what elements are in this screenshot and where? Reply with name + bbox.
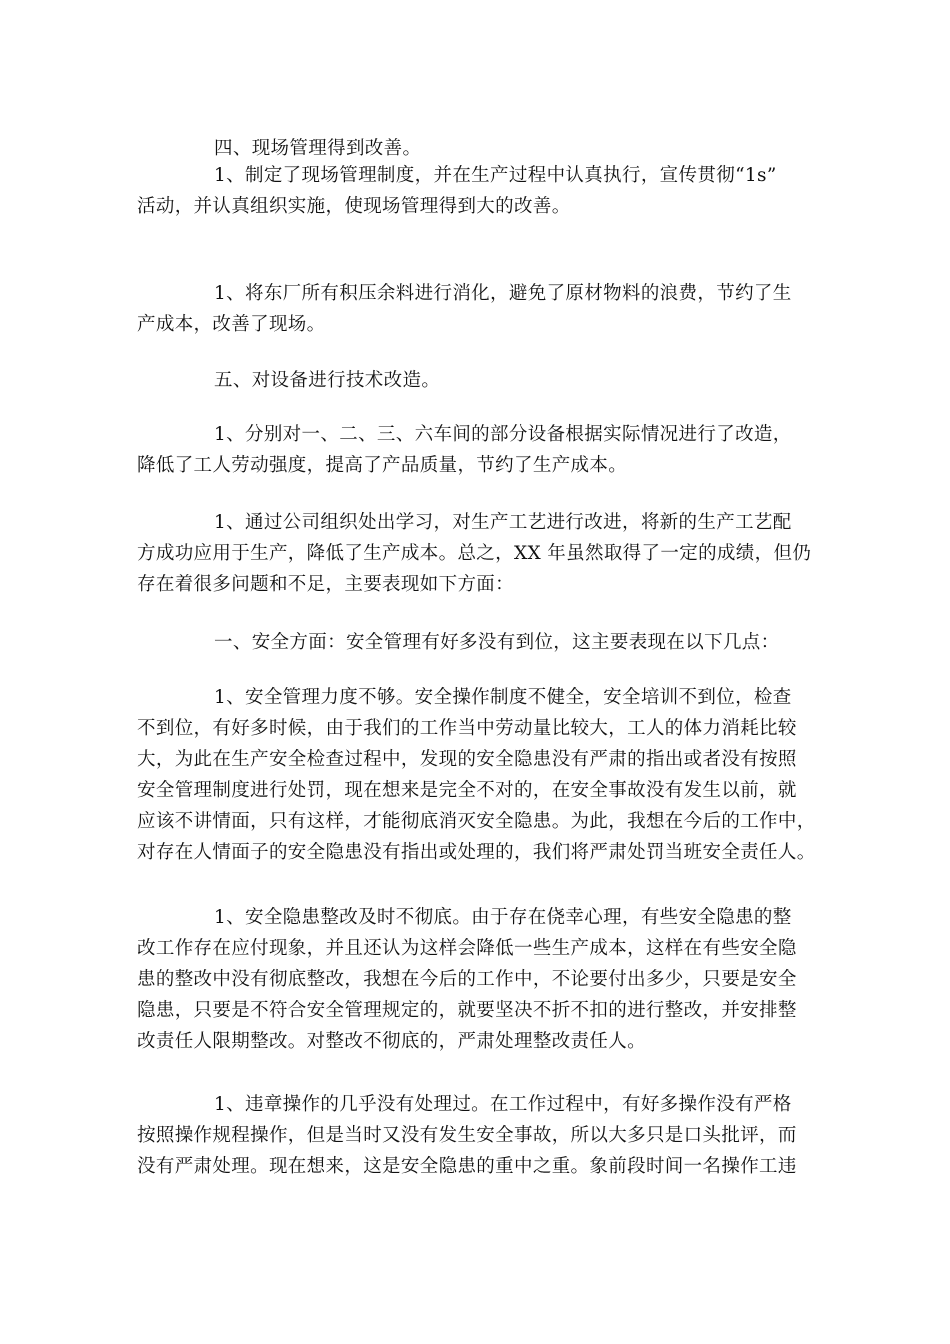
text-line: 产成本，改善了现场。 (137, 314, 326, 335)
paragraph (137, 507, 837, 600)
text-line: 一、安全方面：安全管理有好多没有到位，这主要表现在以下几点： (214, 632, 780, 653)
section-heading-1 (137, 627, 837, 658)
text-line: 四、现场管理得到改善。 (214, 138, 422, 159)
text-line: 不到位，有好多时候，由于我们的工作当中劳动量比较大，工人的体力消耗比较 (137, 718, 797, 739)
text-line: 五、对设备进行技术改造。 (214, 370, 441, 391)
paragraph (137, 682, 837, 868)
text-line: 1、违章操作的几乎没有处理过。在工作过程中，有好多操作没有严格 (214, 1094, 792, 1115)
text-line: 1、通过公司组织处出学习，对生产工艺进行改进，将新的生产工艺配 (214, 512, 792, 533)
section-heading-5 (137, 365, 837, 396)
text-line: 1、分别对一、二、三、六车间的部分设备根据实际情况进行了改造， (214, 424, 792, 445)
text-line: 对存在人情面子的安全隐患没有指出或处理的，我们将严肃处罚当班安全责任人。 (137, 842, 816, 863)
text-line: 方成功应用于生产，降低了生产成本。总之，XX 年虽然取得了一定的成绩，但仍 (137, 543, 812, 564)
text-line: 1、制定了现场管理制度，并在生产过程中认真执行，宣传贯彻“1s” (214, 165, 777, 186)
text-line: 安全管理制度进行处罚，现在想来是完全不对的，在安全事故没有发生以前，就 (137, 780, 797, 801)
text-line: 应该不讲情面，只有这样，才能彻底消灭安全隐患。为此，我想在今后的工作中， (137, 811, 816, 832)
text-line: 1、将东厂所有积压余料进行消化，避免了原材物料的浪费，节约了生 (214, 283, 792, 304)
text-line: 存在着很多问题和不足，主要表现如下方面： (137, 574, 515, 595)
paragraph (137, 419, 837, 481)
text-line: 没有严肃处理。现在想来，这是安全隐患的重中之重。象前段时间一名操作工违 (137, 1156, 797, 1177)
text-line: 1、安全隐患整改及时不彻底。由于存在侥幸心理，有些安全隐患的整 (214, 907, 792, 928)
paragraph (137, 902, 837, 1057)
paragraph (137, 160, 837, 222)
text-line: 按照操作规程操作，但是当时又没有发生安全事故，所以大多只是口头批评，而 (137, 1125, 797, 1146)
text-line: 活动，并认真组织实施，使现场管理得到大的改善。 (137, 196, 571, 217)
text-line: 1、安全管理力度不够。安全操作制度不健全，安全培训不到位，检查 (214, 687, 792, 708)
text-line: 降低了工人劳动强度，提高了产品质量，节约了生产成本。 (137, 455, 628, 476)
text-line: 隐患，只要是不符合安全管理规定的，就要坚决不折不扣的进行整改，并安排整 (137, 1000, 797, 1021)
paragraph (137, 278, 837, 340)
text-line: 改责任人限期整改。对整改不彻底的，严肃处理整改责任人。 (137, 1031, 646, 1052)
paragraph (137, 1089, 837, 1182)
text-line: 大，为此在生产安全检查过程中，发现的安全隐患没有严肃的指出或者没有按照 (137, 749, 797, 770)
text-line: 改工作存在应付现象，并且还认为这样会降低一些生产成本，这样在有些安全隐 (137, 938, 797, 959)
text-line: 患的整改中没有彻底整改，我想在今后的工作中，不论要付出多少，只要是安全 (137, 969, 797, 990)
